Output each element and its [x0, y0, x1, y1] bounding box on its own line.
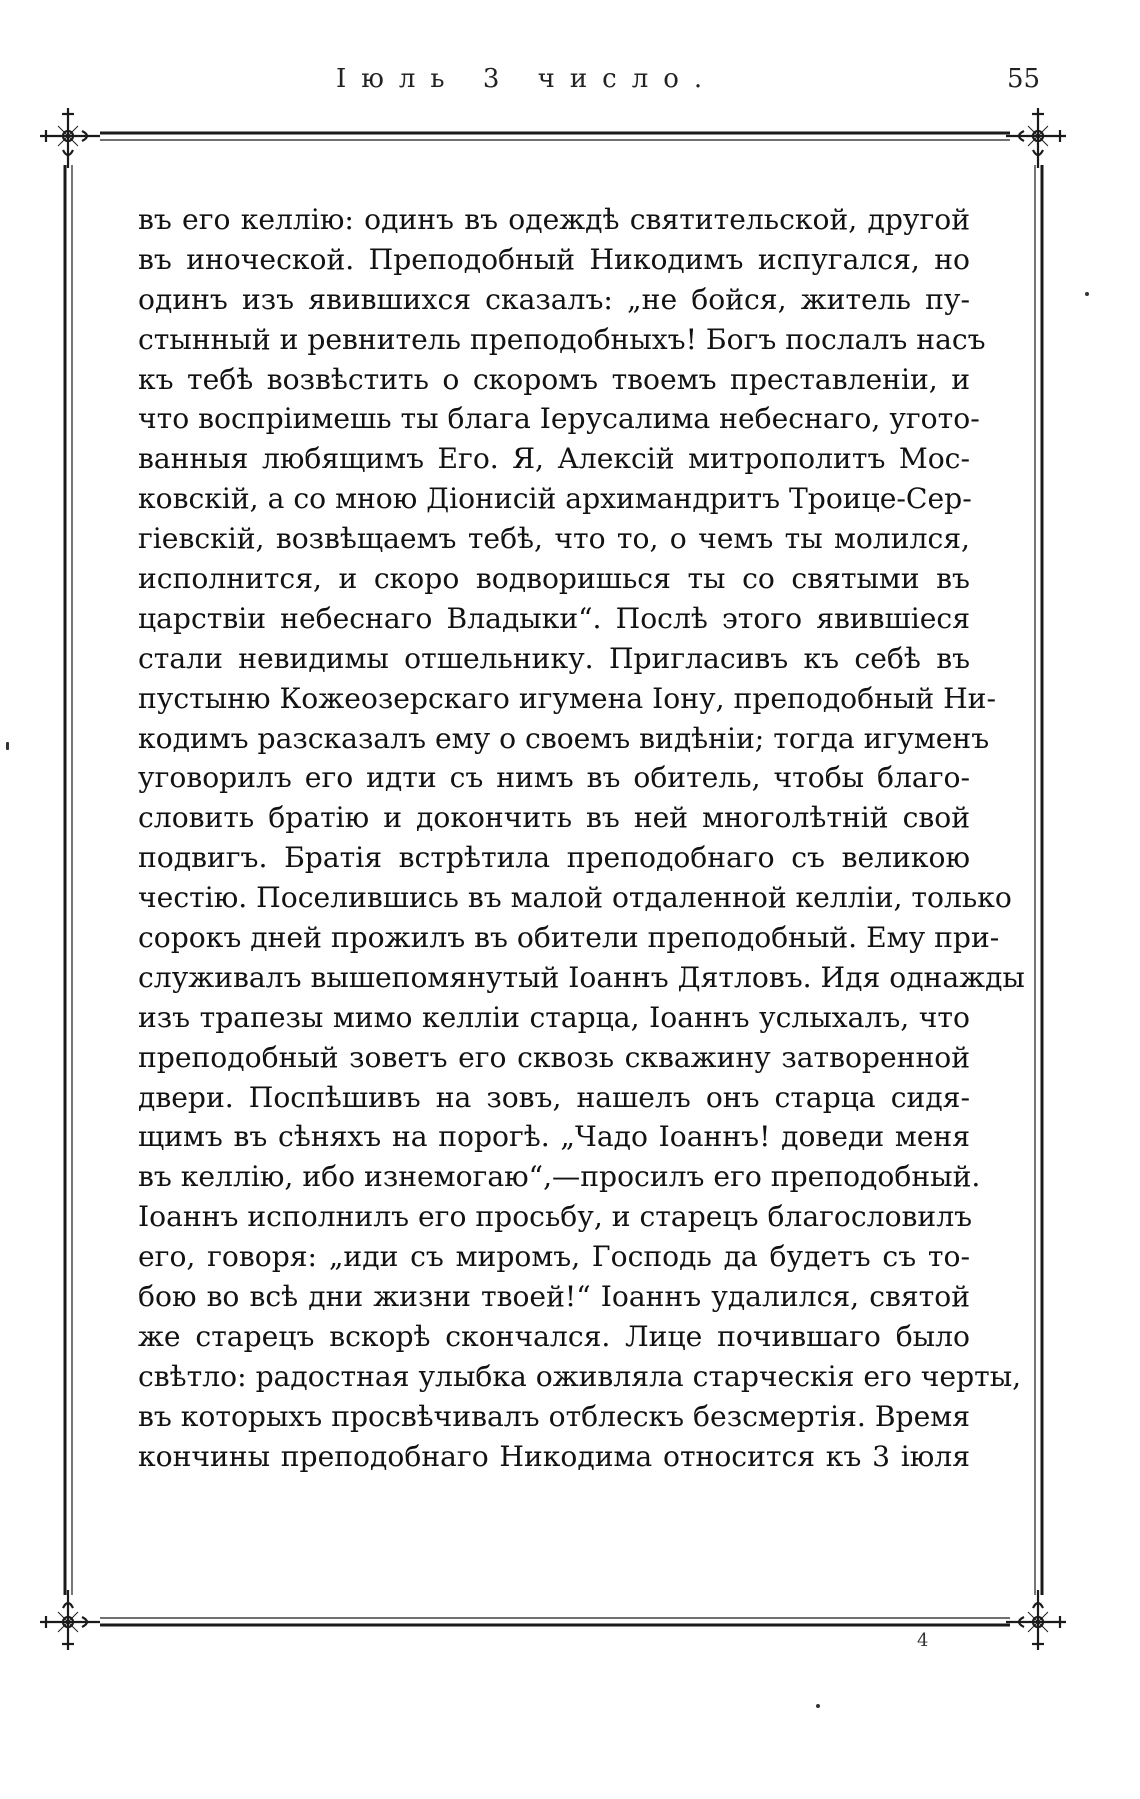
corner-ornament-bottom-right — [1006, 1590, 1066, 1650]
text-line: же старецъ вскорѣ скончался. Лице почившаго было — [138, 1319, 970, 1353]
text-line: подвигъ. Братія встрѣтила преподобнаго съ великою — [138, 841, 970, 875]
text-line: что воспріимешь ты блага Іерусалима небеснаго, угото- — [138, 402, 980, 436]
text-line: кодимъ разсказалъ ему о своемъ видѣніи; тогда игуменъ — [138, 721, 990, 755]
text-line: изъ трапезы мимо келліи старца, Іоаннъ услыхалъ, что — [138, 1000, 970, 1034]
text-line: исполнится, и скоро водворишься ты со святыми въ — [138, 562, 970, 596]
text-line: Іоаннъ исполнилъ его просьбу, и старецъ благословилъ — [138, 1200, 973, 1234]
text-line: гіевскій, возвѣщаемъ тебѣ, что то, о чемъ ты молился, — [138, 522, 970, 556]
text-line: бою во всѣ дни жизни твоей!“ Іоаннъ удалился, святой — [138, 1280, 970, 1314]
text-line: стали невидимы отшельнику. Пригласивъ къ себѣ въ — [138, 641, 970, 675]
text-line: царствіи небеснаго Владыки“. Послѣ этого явившіеся — [138, 601, 970, 635]
text-line: служивалъ вышепомянутый Іоаннъ Дятловъ. Идя однажды — [138, 960, 1025, 994]
text-line: къ тебѣ возвѣстить о скоромъ твоемъ преставленіи, и — [138, 362, 970, 396]
text-line: уговорилъ его идти съ нимъ въ обитель, чтобы благо- — [138, 761, 970, 795]
text-line: сорокъ дней прожилъ въ обители преподобный. Ему при- — [138, 921, 1000, 955]
page-number: 55 — [1007, 64, 1041, 94]
ink-speck — [816, 1704, 820, 1708]
ink-speck — [1085, 292, 1089, 296]
corner-ornament-bottom-left — [40, 1590, 100, 1650]
signature-mark: 4 — [917, 1630, 929, 1651]
text-line: ковскій, а со мною Діонисій архимандритъ Троице-Сер- — [138, 482, 972, 516]
text-line: двери. Поспѣшивъ на зовъ, нашелъ онъ старца сидя- — [138, 1080, 970, 1114]
text-line: стынный и ревнитель преподобныхъ! Богъ послалъ насъ — [138, 322, 986, 356]
text-line: честію. Поселившись въ малой отдаленной келліи, только — [138, 881, 1012, 915]
text-line: пустыню Кожеозерскаго игумена Іону, преподобный Ни- — [138, 681, 996, 715]
corner-ornament-top-left — [40, 108, 100, 168]
text-line: словить братію и докончить въ ней многолѣтній свой — [138, 801, 970, 835]
running-head: Іюль 3 число. — [336, 64, 718, 94]
text-line: преподобный зоветъ его сквозь скважину затворенной — [138, 1040, 970, 1074]
text-line: его, говоря: „иди съ миромъ, Господь да будетъ съ то- — [138, 1240, 970, 1274]
text-line: свѣтло: радостная улыбка оживляла старческія его черты, — [138, 1359, 1022, 1393]
ink-speck — [6, 742, 9, 750]
text-line-last: кончины преподобнаго Никодима относится къ 3 іюля — [138, 1439, 970, 1473]
text-line: щимъ въ сѣняхъ на порогѣ. „Чадо Іоаннъ! доведи меня — [138, 1120, 970, 1154]
text-line: одинъ изъ явившихся сказалъ: „не бойся, житель пу- — [138, 282, 970, 316]
text-line: ванныя любящимъ Его. Я, Алексій митрополитъ Мос- — [138, 442, 970, 476]
text-line: въ которыхъ просвѣчивалъ отблескъ безсмертія. Время — [138, 1399, 970, 1433]
text-line: въ иноческой. Преподобный Никодимъ испугался, но — [138, 242, 970, 276]
text-line: въ келлію, ибо изнемогаю“,—просилъ его преподобный. — [138, 1160, 981, 1194]
text-line: въ его келлію: одинъ въ одеждѣ святительской, другой — [138, 203, 970, 236]
body-text — [138, 200, 1025, 1477]
corner-ornament-top-right — [1006, 108, 1066, 168]
